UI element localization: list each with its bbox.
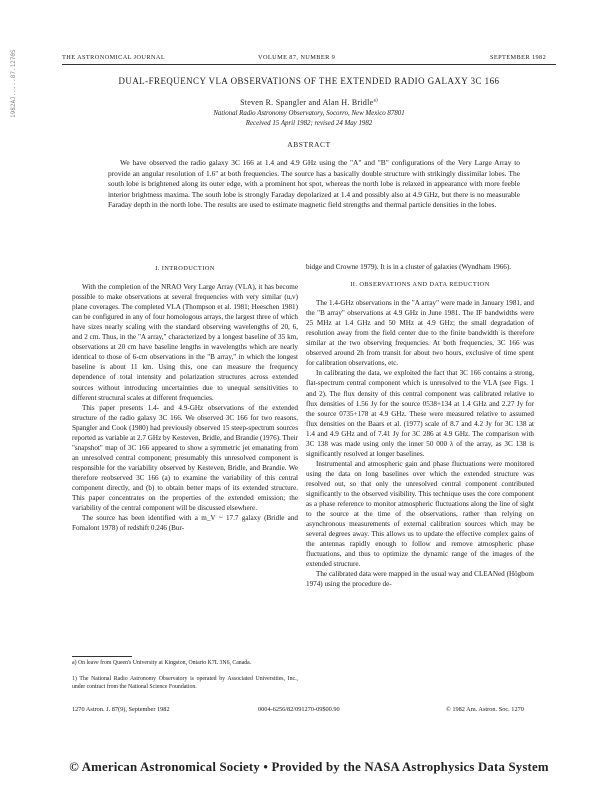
footnote-b: 1) The National Radio Astronomy Observatory is operated by Associated Universities, Inc., under contract from the National Science Foundation.	[72, 676, 298, 690]
paper-authors	[62, 98, 556, 107]
right-column	[306, 262, 534, 589]
author-footnote-mark: a)	[373, 98, 378, 104]
abstract-heading: ABSTRACT	[287, 140, 331, 149]
running-head-date: SEPTEMBER 1982	[490, 54, 547, 61]
paper-title: DUAL-FREQUENCY VLA OBSERVATIONS OF THE EXTENDED RADIO GALAXY 3C 166	[118, 76, 500, 86]
header-rule	[62, 64, 556, 65]
observations-paragraph-2: In calibrating the data, we exploited the fact that 3C 166 contains a strong, flat-spectrum central component which is unresolved to the VLA (see Figs. 1 and 2). The flux density of this central component was calibrated relative to flux densities of 1.56 Jy for the source 0538+134 at 1.4 GHz and 2.27 Jy for the source 0735+178 at 4.9 GHz. These were measured relative to assumed flux densities on the Baars et al. (1977) scale of 8.7 and 4.2 Jy for 3C 138 at 1.4 and 4.9 GHz and of 7.41 Jy for 3C 286 at 4.9 GHz. The comparison with 3C 138 was made using only the inner 50 000 λ of the array, as 3C 138 is significantly resolved at longer baselines.	[306, 369, 534, 458]
affiliation: National Radio Astronomy Observatory, Socorro, New Mexico 87801	[213, 110, 405, 117]
observations-paragraph-1: The 1.4-GHz observations in the "A array" were made in January 1981, and the "B array" observations at 4.9 GHz in June 1981. The IF bandwidths were 25 MHz at 1.4 GHz and 50 MHz at 4.9 GHz; the small degradation of resolution away from the field center due to the finite bandwidth is therefore similar at the two observing frequencies. At both frequencies, 3C 166 was observed around 2h from transit for about two hours, exclusive of time spent for calibration observations, etc.	[306, 299, 534, 368]
intro-paragraph-continued: bidge and Crowne 1979). It is in a cluster of galaxies (Wyndham 1966).	[306, 263, 512, 271]
footer-copyright-page: © 1982 Am. Astron. Soc. 1270	[446, 706, 524, 713]
observations-paragraph-3: Instrumental and atmospheric gain and phase fluctuations were monitored using the data on long baselines over which the extended structure was resolved out, so that only the unresolved central component contributed significantly to the observed visibility. This technique uses the core component as a phase reference to monitor atmospheric fluctuations along the line of sight to the source at the time of the observations, rather than relying on asynchronous measurements of external calibration sources which may be several degrees away. This allows us to update the effective complex gains of the antennas rapidly enough to follow and remove atmospheric phase fluctuations, and thus to optimize the dynamic range of the images of the extended structure.	[306, 459, 534, 569]
intro-paragraph-2: This paper presents 1.4- and 4.9-GHz observations of the extended structure of the radio galaxy 3C 166. We observed 3C 166 for two reasons. Spangler and Cook (1980) had previously observed 15 steep-spectrum sources reported as variable at 2.7 GHz by Kesteven, Bridle, and Brandie (1976). Their "snapshot" map of 3C 166 appeared to show a symmetric jet emanating from an unresolved central component; presumably this unresolved component is responsible for the variability observed by Kesteven, Bridle, and Brandie. We therefore reobserved 3C 166 (a) to examine the variability of this central component directly, and (b) to obtain better maps of its extended structure. This paper concentrates on the properties of the extended emission; the variability of the central component will be discussed elsewhere.	[72, 403, 298, 513]
intro-paragraph-3: The source has been identified with a m_V ~ 17.7 galaxy (Bridle and Fomalont 1978) of redshift 0.246 (Bur-	[72, 514, 298, 533]
observations-paragraph-4: The calibrated data were mapped in the usual way and CLEANed (Högbom 1974) using the procedure de-	[306, 570, 534, 589]
left-column	[72, 262, 298, 533]
author-names: Steven R. Spangler and Alan H. Bridle	[240, 98, 374, 107]
abstract-text: We have observed the radio galaxy 3C 166 at 1.4 and 4.9 GHz using the "A" and "B" configurations of the Very Large Array to provide an angular resolution of 1.6" at both frequencies. The source has a basically double structure with strikingly dissimilar lobes. The south lobe is brightened along its outer edge, with a prominent hot spot, whereas the north lobe is relaxed in appearance with more feeble interior brightness maxima. The south lobe is strongly Faraday depolarized at 1.4 and possibly also at 4.9 GHz, but there is no measurable Faraday depth in the north lobe. The results are used to estimate magnetic field strengths and thermal particle densities in the lobes.	[108, 158, 520, 209]
footer-citation: 1270 Astron. J. 87(9), September 1982	[72, 706, 170, 713]
received-dates: Received 15 April 1982; revised 24 May 1982	[245, 120, 373, 127]
intro-paragraph-1: With the completion of the NRAO Very Large Array (VLA), it has become possible to make observations at several frequencies with very similar (u,v) plane coverages. The completed VLA (Thompson et al. 1981; Heeschen 1981) can be configured in any of four homologous arrays, the largest three of which have sizes nearly scaling with the standard observing wavelengths of 20, 6, and 2 cm. Thus, in the "A array," characterized by a longest baseline of 35 km, observations at 20 cm have baseline lengths in wavelengths which are nearly identical to those of 6-cm observations in the "B array," in which the longest baseline is about 11 km. Using this, one can measure the frequency dependence of total intensity and polarization structures across extended sources without introducing uncertainties due to unequal sensitivities to different structural scales at different frequencies.	[72, 283, 298, 402]
section-heading-introduction: I. INTRODUCTION	[155, 265, 215, 272]
footer-code: 0004-6256/82/091270-09$00.90	[258, 706, 340, 713]
footnote-a: a) On leave from Queen's University at Kingston, Ontario K7L 3N6, Canada.	[72, 660, 252, 666]
ads-copyright-banner: © American Astronomical Society • Provided by the NASA Astrophysics Data System	[69, 760, 549, 774]
margin-bibcode-text: 1982AJ.....87.1270S	[10, 49, 17, 118]
footnote-rule	[72, 656, 132, 657]
running-head-journal: THE ASTRONOMICAL JOURNAL	[62, 54, 166, 61]
running-head-volume: VOLUME 87, NUMBER 9	[258, 54, 336, 61]
section-heading-observations: II. OBSERVATIONS AND DATA REDUCTION	[350, 281, 490, 289]
margin-bibcode-stamp	[6, 40, 20, 120]
